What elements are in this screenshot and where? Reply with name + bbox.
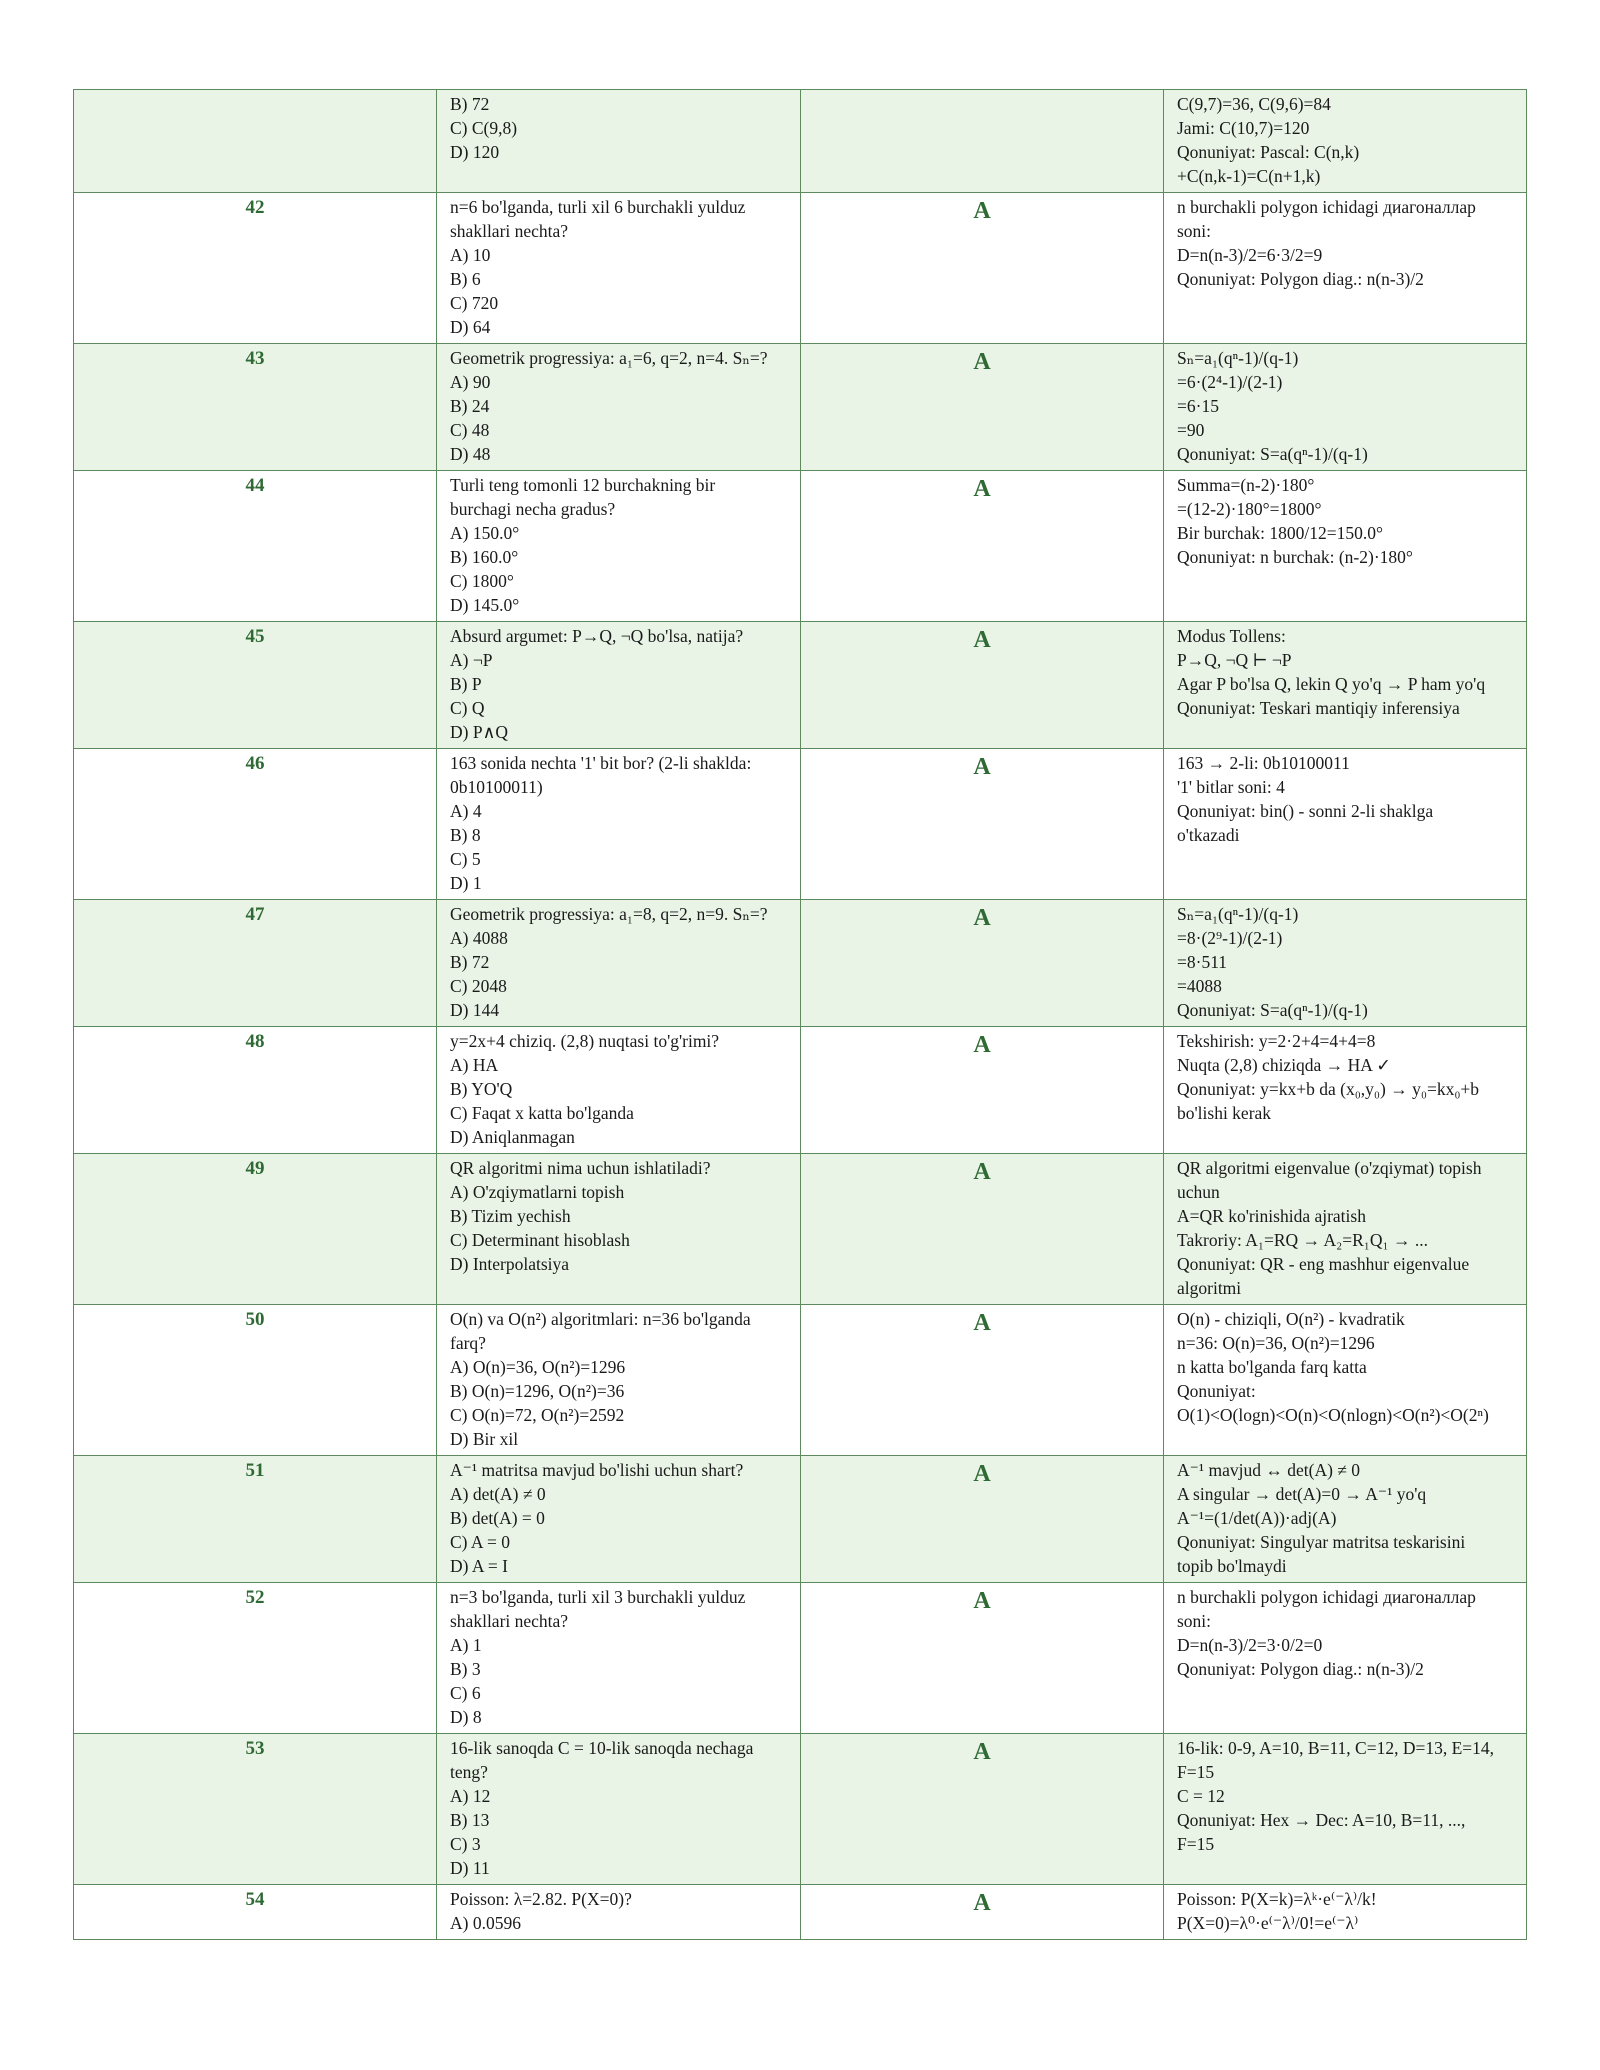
question-line: D) 64 (450, 317, 491, 337)
question-line: A) 90 (450, 372, 491, 392)
explanation-line: C(9,7)=36, C(9,6)=84 (1177, 94, 1331, 114)
explanation-line: =4088 (1177, 976, 1222, 996)
question-line: shakllari nechta? (450, 1611, 569, 1631)
question-line: shakllari nechta? (450, 221, 569, 241)
question-line: A) 12 (450, 1786, 491, 1806)
explanation-line: '1' bitlar soni: 4 (1177, 777, 1285, 797)
correct-answer: A (801, 1027, 1164, 1154)
question-line: A) O'zqiymatlarni topish (450, 1182, 625, 1202)
question-text: Geometrik progressiya: a₁=8, q=2, n=9. Sₙ=? (450, 904, 768, 924)
question-number: 48 (74, 1027, 437, 1154)
table-row (74, 344, 1527, 471)
question-line: D) 48 (450, 444, 491, 464)
question-number: 50 (74, 1305, 437, 1456)
question-line: B) 160.0° (450, 547, 519, 567)
question-number: 54 (74, 1885, 437, 1940)
explanation-line: D=n(n-3)/2=6·3/2=9 (1177, 245, 1323, 265)
correct-answer: A (801, 749, 1164, 900)
question-cell (437, 1027, 801, 1154)
question-line: A) ¬P (450, 650, 493, 670)
explanation-line: Qonuniyat: Singulyar matritsa teskarisini (1177, 1532, 1466, 1552)
explanation-line: O(1)<O(logn)<O(n)<O(nlogn)<O(n²)<O(2ⁿ) (1177, 1405, 1489, 1425)
question-line: 0b10100011) (450, 777, 543, 797)
table-row (74, 622, 1527, 749)
question-number: 53 (74, 1734, 437, 1885)
question-line: C) 2048 (450, 976, 507, 996)
question-number: 42 (74, 193, 437, 344)
explanation-cell (1164, 90, 1527, 193)
table-row (74, 1583, 1527, 1734)
explanation-cell (1164, 749, 1527, 900)
explanation-cell (1164, 1027, 1527, 1154)
explanation-line: n burchakli polygon ichidagi диагоналлар (1177, 1587, 1476, 1607)
correct-answer: A (801, 471, 1164, 622)
question-line: A) det(A) ≠ 0 (450, 1484, 546, 1504)
explanation-line: Takroriy: A₁=RQ → A₂=R₁Q₁ → ... (1177, 1230, 1428, 1250)
answer-table (73, 89, 1527, 1940)
explanation-line: Qonuniyat: QR - eng mashhur eigenvalue (1177, 1254, 1470, 1274)
explanation-line: A⁻¹=(1/det(A))·adj(A) (1177, 1508, 1337, 1528)
explanation-line: D=n(n-3)/2=3·0/2=0 (1177, 1635, 1323, 1655)
question-text: O(n) va O(n²) algoritmlari: n=36 bo'lganda (450, 1309, 751, 1329)
question-line: farq? (450, 1333, 486, 1353)
question-line: teng? (450, 1762, 488, 1782)
explanation-line: n=36: O(n)=36, O(n²)=1296 (1177, 1333, 1375, 1353)
table-row (74, 1734, 1527, 1885)
question-line: A) 1 (450, 1635, 482, 1655)
explanation-line: A⁻¹ mavjud ↔ det(A) ≠ 0 (1177, 1460, 1361, 1480)
explanation-line: Qonuniyat: Polygon diag.: n(n-3)/2 (1177, 269, 1424, 289)
explanation-line: QR algoritmi eigenvalue (o'zqiymat) topish (1177, 1158, 1482, 1178)
question-line: A) 10 (450, 245, 491, 265)
correct-answer: A (801, 1583, 1164, 1734)
question-line: D) Aniqlanmagan (450, 1127, 575, 1147)
question-text: 16-lik sanoqda C = 10-lik sanoqda nechaga (450, 1738, 754, 1758)
question-line: B) 24 (450, 396, 490, 416)
explanation-line: +C(n,k-1)=C(n+1,k) (1177, 166, 1321, 186)
question-number: 46 (74, 749, 437, 900)
question-line: C) 48 (450, 420, 490, 440)
explanation-cell (1164, 1305, 1527, 1456)
question-cell (437, 1456, 801, 1583)
explanation-line: n katta bo'lganda farq katta (1177, 1357, 1367, 1377)
explanation-cell (1164, 193, 1527, 344)
explanation-line: =(12-2)·180°=1800° (1177, 499, 1322, 519)
explanation-line: 16-lik: 0-9, A=10, B=11, C=12, D=13, E=14, (1177, 1738, 1495, 1758)
explanation-line: Qonuniyat: Pascal: C(n,k) (1177, 142, 1360, 162)
question-line: A) 150.0° (450, 523, 520, 543)
explanation-line: =8·511 (1177, 952, 1228, 972)
question-cell (437, 900, 801, 1027)
question-line: D) 11 (450, 1858, 490, 1878)
explanation-line: Sₙ=a₁(qⁿ-1)/(q-1) (1177, 348, 1299, 368)
question-line: A) 4088 (450, 928, 508, 948)
question-number: 47 (74, 900, 437, 1027)
explanation-cell (1164, 900, 1527, 1027)
question-line: A) 4 (450, 801, 482, 821)
question-number: 49 (74, 1154, 437, 1305)
correct-answer: A (801, 1734, 1164, 1885)
question-line: C) Determinant hisoblash (450, 1230, 630, 1250)
question-line: D) 8 (450, 1707, 482, 1727)
explanation-line: O(n) - chiziqli, O(n²) - kvadratik (1177, 1309, 1405, 1329)
question-line: B) 72 (450, 952, 490, 972)
explanation-cell (1164, 1583, 1527, 1734)
explanation-cell (1164, 1734, 1527, 1885)
question-text: A⁻¹ matritsa mavjud bo'lishi uchun shart? (450, 1460, 744, 1480)
explanation-line: Qonuniyat: S=a(qⁿ-1)/(q-1) (1177, 444, 1368, 464)
question-line: C) 3 (450, 1834, 481, 1854)
question-text: Absurd argumet: P→Q, ¬Q bo'lsa, natija? (450, 626, 744, 646)
explanation-line: Sₙ=a₁(qⁿ-1)/(q-1) (1177, 904, 1299, 924)
question-number: 45 (74, 622, 437, 749)
table-row (74, 1456, 1527, 1583)
question-cell (437, 471, 801, 622)
correct-answer: A (801, 344, 1164, 471)
question-number (74, 90, 437, 193)
question-line: D) P∧Q (450, 722, 509, 742)
question-number: 51 (74, 1456, 437, 1583)
question-cell (437, 344, 801, 471)
explanation-line: Poisson: P(X=k)=λᵏ·e⁽⁻λ⁾/k! (1177, 1889, 1377, 1909)
explanation-line: A=QR ko'rinishida ajratish (1177, 1206, 1366, 1226)
explanation-line: =8·(2⁹-1)/(2-1) (1177, 928, 1283, 948)
question-text: Poisson: λ=2.82. P(X=0)? (450, 1889, 632, 1909)
question-line: D) Interpolatsiya (450, 1254, 570, 1274)
question-line: C) A = 0 (450, 1532, 510, 1552)
question-line: B) P (450, 674, 482, 694)
explanation-line: Modus Tollens: (1177, 626, 1286, 646)
explanation-cell (1164, 471, 1527, 622)
question-text: B) 72 (450, 94, 490, 114)
question-line: D) 145.0° (450, 595, 520, 615)
explanation-line: Qonuniyat: (1177, 1381, 1256, 1401)
explanation-line: Qonuniyat: Teskari mantiqiy inferensiya (1177, 698, 1460, 718)
correct-answer: A (801, 1456, 1164, 1583)
correct-answer: A (801, 1305, 1164, 1456)
question-text: y=2x+4 chiziq. (2,8) nuqtasi to'g'rimi? (450, 1031, 720, 1051)
question-text: QR algoritmi nima uchun ishlatiladi? (450, 1158, 711, 1178)
question-line: A) O(n)=36, O(n²)=1296 (450, 1357, 626, 1377)
question-cell (437, 622, 801, 749)
explanation-cell (1164, 622, 1527, 749)
question-line: C) 720 (450, 293, 499, 313)
question-line: C) 1800° (450, 571, 514, 591)
question-cell (437, 1583, 801, 1734)
question-line: A) 0.0596 (450, 1913, 521, 1933)
explanation-line: Qonuniyat: S=a(qⁿ-1)/(q-1) (1177, 1000, 1368, 1020)
explanation-line: Qonuniyat: Polygon diag.: n(n-3)/2 (1177, 1659, 1424, 1679)
question-line: A) HA (450, 1055, 499, 1075)
explanation-line: A singular → det(A)=0 → A⁻¹ yo'q (1177, 1484, 1427, 1504)
explanation-line: 163 → 2-li: 0b10100011 (1177, 753, 1350, 773)
table-row (74, 1027, 1527, 1154)
question-cell (437, 1305, 801, 1456)
explanation-line: Jami: C(10,7)=120 (1177, 118, 1310, 138)
table-row (74, 900, 1527, 1027)
explanation-line: uchun (1177, 1182, 1220, 1202)
explanation-cell (1164, 344, 1527, 471)
question-cell (437, 749, 801, 900)
explanation-line: P(X=0)=λ⁰·e⁽⁻λ⁾/0!=e⁽⁻λ⁾ (1177, 1913, 1359, 1933)
explanation-line: o'tkazadi (1177, 825, 1240, 845)
question-line: D) 144 (450, 1000, 500, 1020)
correct-answer: A (801, 193, 1164, 344)
explanation-line: Qonuniyat: y=kx+b da (x₀,y₀) → y₀=kx₀+b (1177, 1079, 1480, 1099)
question-text: n=6 bo'lganda, turli xil 6 burchakli yulduz (450, 197, 746, 217)
correct-answer (801, 90, 1164, 193)
question-line: B) 8 (450, 825, 481, 845)
question-line: C) 5 (450, 849, 481, 869)
question-cell (437, 1734, 801, 1885)
question-line: B) 13 (450, 1810, 490, 1830)
question-line: D) 1 (450, 873, 482, 893)
correct-answer: A (801, 1885, 1164, 1940)
table-row (74, 749, 1527, 900)
explanation-line: F=15 (1177, 1762, 1215, 1782)
explanation-line: algoritmi (1177, 1278, 1242, 1298)
table-row (74, 471, 1527, 622)
question-line: D) A = I (450, 1556, 508, 1576)
question-text: n=3 bo'lganda, turli xil 3 burchakli yulduz (450, 1587, 746, 1607)
table-row (74, 193, 1527, 344)
question-text: 163 sonida nechta '1' bit bor? (2-li shaklda: (450, 753, 752, 773)
correct-answer: A (801, 900, 1164, 1027)
question-line: C) O(n)=72, O(n²)=2592 (450, 1405, 625, 1425)
explanation-line: topib bo'lmaydi (1177, 1556, 1287, 1576)
explanation-line: F=15 (1177, 1834, 1215, 1854)
question-line: C) C(9,8) (450, 118, 518, 138)
explanation-cell (1164, 1885, 1527, 1940)
explanation-line: bo'lishi kerak (1177, 1103, 1272, 1123)
table-row (74, 1305, 1527, 1456)
question-number: 43 (74, 344, 437, 471)
explanation-line: C = 12 (1177, 1786, 1225, 1806)
explanation-line: Tekshirish: y=2·2+4=4+4=8 (1177, 1031, 1376, 1051)
explanation-line: Qonuniyat: bin() - sonni 2-li shaklga (1177, 801, 1434, 821)
question-line: C) Q (450, 698, 485, 718)
question-line: C) 6 (450, 1683, 481, 1703)
explanation-line: Qonuniyat: n burchak: (n-2)·180° (1177, 547, 1413, 567)
question-line: B) YO'Q (450, 1079, 513, 1099)
answer-table-body (74, 90, 1527, 1940)
question-number: 52 (74, 1583, 437, 1734)
explanation-line: =90 (1177, 420, 1205, 440)
table-row (74, 1154, 1527, 1305)
question-cell (437, 90, 801, 193)
question-text: Geometrik progressiya: a₁=6, q=2, n=4. Sₙ=? (450, 348, 768, 368)
correct-answer: A (801, 622, 1164, 749)
correct-answer: A (801, 1154, 1164, 1305)
question-line: B) 3 (450, 1659, 481, 1679)
explanation-line: =6·15 (1177, 396, 1219, 416)
question-line: burchagi necha gradus? (450, 499, 616, 519)
explanation-line: Nuqta (2,8) chiziqda → HA ✓ (1177, 1055, 1391, 1075)
question-line: D) Bir xil (450, 1429, 519, 1449)
question-cell (437, 1154, 801, 1305)
question-line: B) Tizim yechish (450, 1206, 571, 1226)
question-cell (437, 1885, 801, 1940)
question-line: C) Faqat x katta bo'lganda (450, 1103, 634, 1123)
explanation-line: Qonuniyat: Hex → Dec: A=10, B=11, ..., (1177, 1810, 1466, 1830)
question-cell (437, 193, 801, 344)
explanation-cell (1164, 1154, 1527, 1305)
explanation-line: Summa=(n-2)·180° (1177, 475, 1315, 495)
question-number: 44 (74, 471, 437, 622)
explanation-line: n burchakli polygon ichidagi диагоналлар (1177, 197, 1476, 217)
explanation-line: =6·(2⁴-1)/(2-1) (1177, 372, 1283, 392)
question-line: B) O(n)=1296, O(n²)=36 (450, 1381, 625, 1401)
explanation-line: Bir burchak: 1800/12=150.0° (1177, 523, 1383, 543)
question-line: B) det(A) = 0 (450, 1508, 545, 1528)
table-row (74, 1885, 1527, 1940)
question-line: B) 6 (450, 269, 481, 289)
explanation-line: soni: (1177, 1611, 1212, 1631)
explanation-line: Agar P bo'lsa Q, lekin Q yo'q → P ham yo'q (1177, 674, 1486, 694)
explanation-line: soni: (1177, 221, 1212, 241)
explanation-line: P→Q, ¬Q ⊢ ¬P (1177, 650, 1292, 670)
question-line: D) 120 (450, 142, 500, 162)
table-row (74, 90, 1527, 193)
question-text: Turli teng tomonli 12 burchakning bir (450, 475, 716, 495)
explanation-cell (1164, 1456, 1527, 1583)
